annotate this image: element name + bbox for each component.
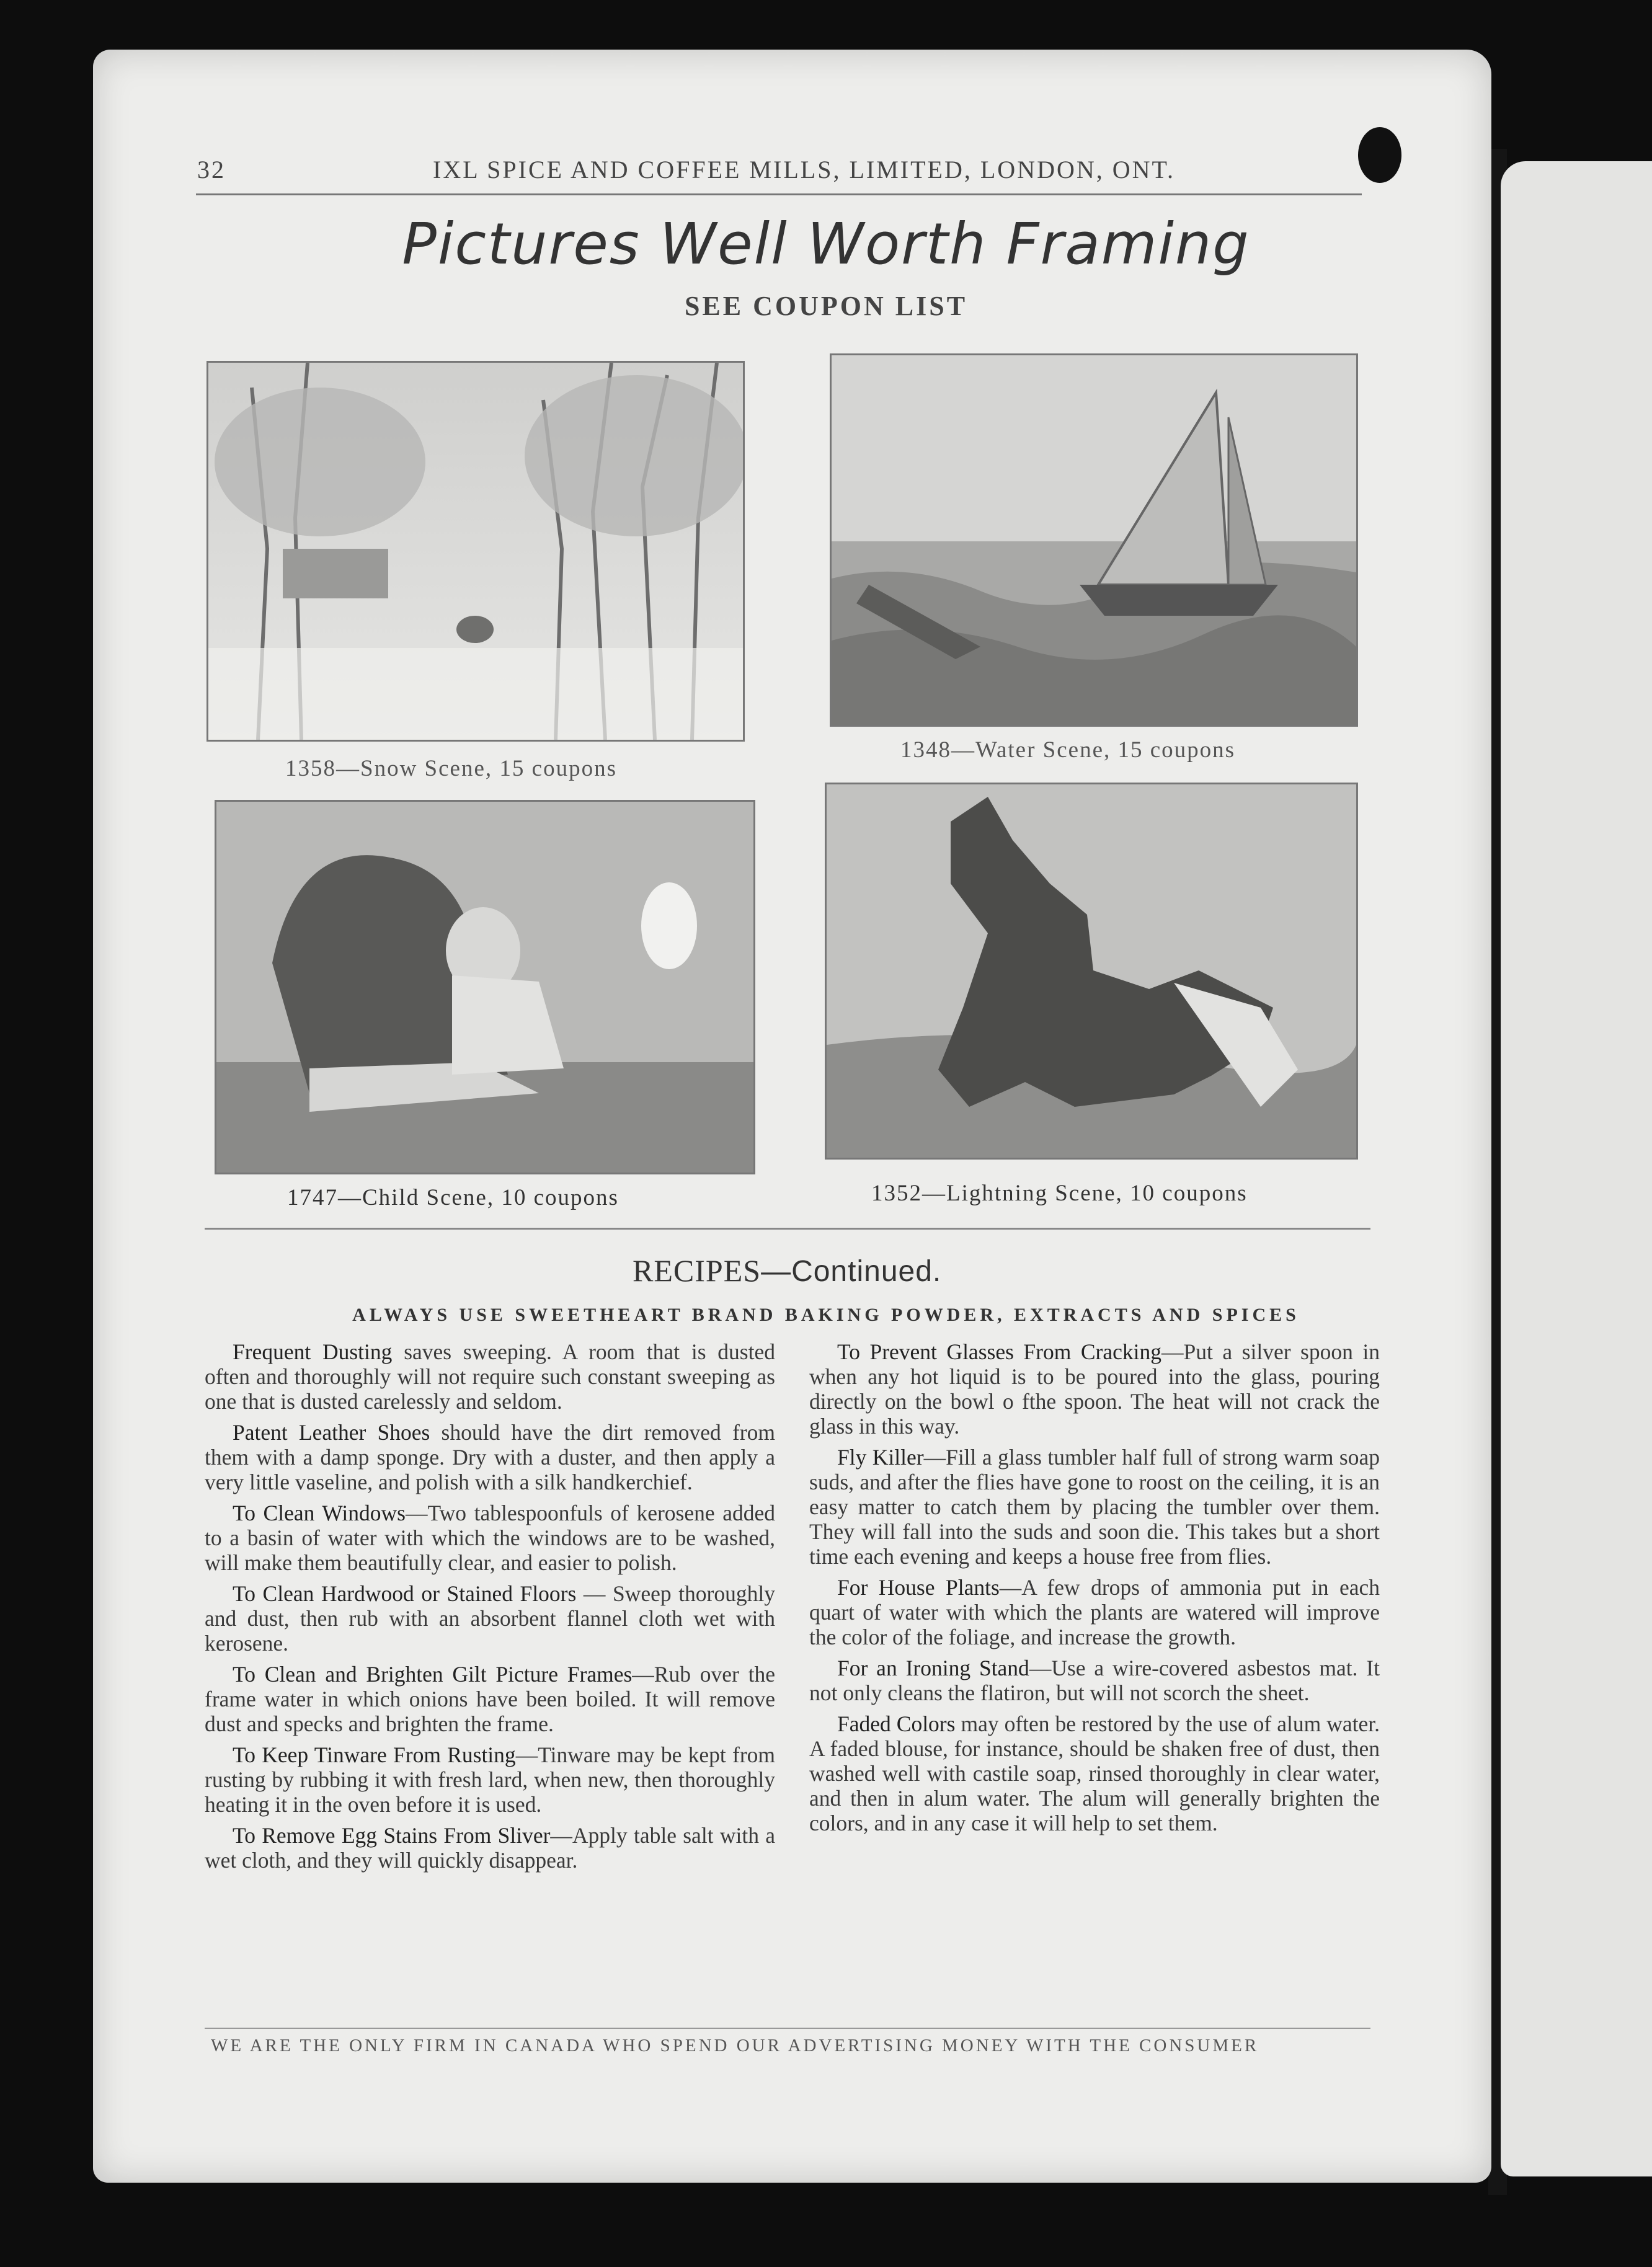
recipe-paragraph [809,1575,1380,1649]
recipe-text: saves sweeping. A room that is dusted often and thoroughly will not require such constant sweeping as one that is dusted carelessly and seldom. [205,1339,775,1414]
water-scene-caption: 1348—Water Scene, 15 coupons [900,737,1236,763]
recipes-title-suffix: —Continued. [761,1255,942,1288]
recipe-text: —Two tablespoonfuls of kerosene added to a basin of water with which the windows are to be washed, will make them beautifully clear, and easier to polish. [205,1501,775,1575]
recipe-text: may often be restored by the use of alum water. A faded blouse, for instance, should be shaken free of dust, then washed well with castile soap, rinsed thoroughly in clear water, and then in alum water. The alum will generally brighten the colors, and in any case it will help to set them. [809,1711,1380,1835]
page-title: Pictures Well Worth Framing [402,211,1250,277]
snow-scene-picture [206,361,745,742]
recipe-paragraph [205,1420,775,1494]
child-scene-caption: 1747—Child Scene, 10 coupons [287,1185,619,1210]
running-head: IXL SPICE AND COFFEE MILLS, LIMITED, LONDON, ONT. [433,156,1175,184]
lightning-scene-picture [825,783,1358,1160]
snow-scene-caption: 1358—Snow Scene, 15 coupons [285,756,617,781]
recipe-paragraph [205,1823,775,1873]
page-number: 32 [197,156,226,184]
recipe-lead: Patent Leather Shoes [233,1420,430,1445]
recipe-text: —Fill a glass tumbler half full of strong warm soap suds, and after the flies have gone to roost on the ceiling, it is an easy matter to catch them by placing the tumbler over them. They will fall into the suds and soon die. This takes but a short time each evening and keeps a house free from flies. [809,1445,1380,1569]
section-rule [205,1228,1370,1230]
recipe-lead: For House Plants [837,1575,1000,1600]
header-rule [196,193,1362,195]
recipe-lead: To Remove Egg Stains From Sliver [233,1823,551,1848]
recipe-lead: To Keep Tinware From Rusting [233,1742,516,1767]
lightning-scene-caption: 1352—Lightning Scene, 10 coupons [871,1181,1248,1206]
recipe-paragraph [809,1656,1380,1705]
recipe-lead: Faded Colors [837,1711,956,1736]
binding-hole [1358,127,1401,183]
recipe-paragraph [205,1339,775,1414]
page-subtitle: SEE COUPON LIST [684,291,968,321]
recipes-heading [633,1253,941,1289]
running-header [104,155,1363,192]
water-scene-picture [830,353,1358,727]
recipe-paragraph [809,1339,1380,1439]
recipe-lead: To Clean Windows [233,1501,406,1525]
recipe-paragraph [205,1662,775,1736]
recipe-paragraph [809,1711,1380,1835]
recipe-paragraph [809,1445,1380,1569]
page-footer: WE ARE THE ONLY FIRM IN CANADA WHO SPEND OUR ADVERTISING MONEY WITH THE CONSUMER [211,2036,1259,2056]
recipe-text: —Apply table salt with a wet cloth, and they will quickly disappear. [205,1823,775,1873]
recipe-text: should have the dirt removed from them with a damp sponge. Dry with a duster, and then apply a very little vaseline, and polish with a silk handkerchief. [205,1420,775,1494]
recipe-text: —Tinware may be kept from rusting by rubbing it with fresh lard, when new, then thoroughly heating it in the oven before it is used. [205,1742,776,1817]
recipe-text: —A few drops of ammonia put in each quart of water with which the plants are watered will improve the color of the foliage, and increase the growth. [809,1575,1380,1649]
recipe-text: —Use a wire-covered asbestos mat. It not only cleans the flatiron, but will not scorch the sheet. [809,1656,1380,1705]
recipes-left-column [205,1339,775,1879]
recipe-lead: To Prevent Glasses From Cracking [837,1339,1161,1364]
recipes-title: RECIPES [633,1253,762,1288]
child-scene-picture [215,800,755,1174]
recipes-tagline: ALWAYS USE SWEETHEART BRAND BAKING POWDER, EXTRACTS AND SPICES [352,1305,1300,1325]
recipe-paragraph [205,1501,775,1575]
recipe-text: — Sweep thoroughly and dust, then rub with an absorbent flannel cloth wet with kerosene. [205,1581,775,1656]
footer-rule [205,2028,1370,2029]
recipe-lead: To Clean Hardwood or Stained Floors [233,1581,577,1606]
recipe-text: —Put a silver spoon in when any hot liquid is to be poured into the glass, pouring directly on the bowl o fthe spoon. The heat will not crack the glass in this way. [809,1339,1380,1439]
adjacent-page-edge [1501,161,1652,2176]
recipe-text: —Rub over the frame water in which onions have been boiled. It will remove dust and specks and brighten the frame. [205,1662,775,1736]
recipes-right-column [809,1339,1380,1842]
recipe-lead: Frequent Dusting [233,1339,393,1364]
recipe-lead: For an Ironing Stand [837,1656,1029,1680]
recipe-paragraph [205,1581,775,1656]
recipe-lead: To Clean and Brighten Gilt Picture Frames [233,1662,633,1687]
recipe-lead: Fly Killer [837,1445,924,1470]
recipe-paragraph [205,1742,775,1817]
